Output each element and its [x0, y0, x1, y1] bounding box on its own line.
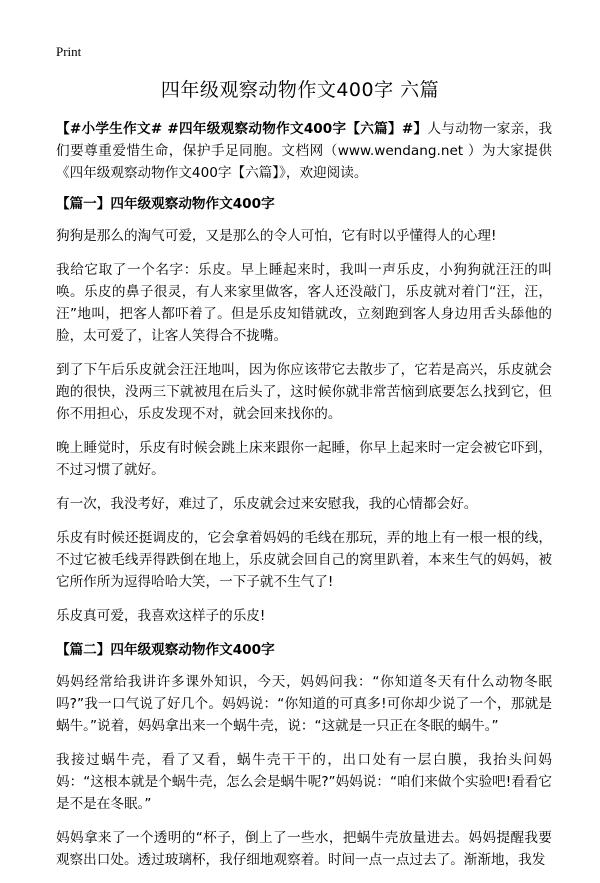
paragraph: 妈妈经常给我讲许多课外知识，今天，妈妈问我：“你知道冬天有什么动物冬眠吗?”我一口气说了好几个。妈妈说：“你知道的可真多!可你却少说了一个，那就是蜗牛。”说着，妈妈拿出来一个蜗牛壳，说：“这就是一只正在冬眠的蜗牛。”	[56, 674, 552, 734]
paragraph: 乐皮有时候还挺调皮的，它会拿着妈妈的毛线在那玩，弄的地上有一根一根的线，不过它被毛线弄得跌倒在地上，乐皮就会回自己的窝里趴着，本来生气的妈妈，被它所作所为逗得哈哈大笑，一下子就不生气了!	[56, 530, 552, 590]
paragraph: 有一次，我没考好，难过了，乐皮就会过来安慰我，我的心情都会好。	[56, 496, 478, 512]
section-heading-2: 【篇二】四年级观察动物作文400字	[56, 642, 275, 658]
document-body	[56, 118, 552, 883]
print-label[interactable]: Print	[56, 44, 82, 59]
intro-paragraph	[56, 118, 552, 184]
paragraph: 晚上睡觉时，乐皮有时候会跳上床来跟你一起睡，你早上起来时一定会被它吓到，不过习惯了就好。	[56, 440, 552, 478]
intro-tag: 【#小学生作文# #四年级观察动物作文400字【六篇】#】	[56, 121, 428, 137]
paragraph: 我给它取了一个名字：乐皮。早上睡起来时，我叫一声乐皮，小狗狗就汪汪的叫唤。乐皮的鼻子很灵，有人来家里做客，客人还没敲门，乐皮就对着门“汪，汪，汪”地叫，把客人都吓着了。但是乐皮知错就改，立刻跑到客人身边用舌头舔他的脸，太可爱了，让客人笑得合不拢嘴。	[56, 262, 552, 344]
paragraph: 狗狗是那么的淘气可爱，又是那么的令人可怕，它有时以乎懂得人的心理!	[56, 228, 497, 244]
paragraph: 妈妈拿来了一个透明的“杯子，倒上了一些水，把蜗牛壳放量进去。妈妈提醒我要观察出口处。透过玻璃杯，我仔细地观察着。时间一点一点过去了。渐渐地，我发	[56, 830, 552, 868]
paragraph: 乐皮真可爱，我喜欢这样子的乐皮!	[56, 608, 266, 624]
paragraph: 到了下午后乐皮就会汪汪地叫，因为你应该带它去散步了，它若是高兴，乐皮就会跑的很快，没两三下就被甩在后头了，这时候你就非常苦恼到底要怎么找到它，但你不用担心，乐皮发现不对，就会回来找你的。	[56, 362, 552, 422]
intro-text: 人与动物一家亲，我们要尊重爱惜生命，保护手足同胞。文档网（www.wendang.net ）为大家提供《四年级观察动物作文400字【六篇】》，欢迎阅读。	[56, 121, 553, 181]
section-heading-1: 【篇一】四年级观察动物作文400字	[56, 196, 275, 212]
paragraph: 我接过蜗牛壳，看了又看，蜗牛壳干干的，出口处有一层白膜，我抬头问妈妈：“这根本就是个蜗牛壳，怎么会是蜗牛呢?”妈妈说：“咱们来做个实验吧!看看它是不是在冬眠。”	[56, 752, 552, 812]
document-title: 四年级观察动物作文400字 六篇	[160, 79, 440, 101]
